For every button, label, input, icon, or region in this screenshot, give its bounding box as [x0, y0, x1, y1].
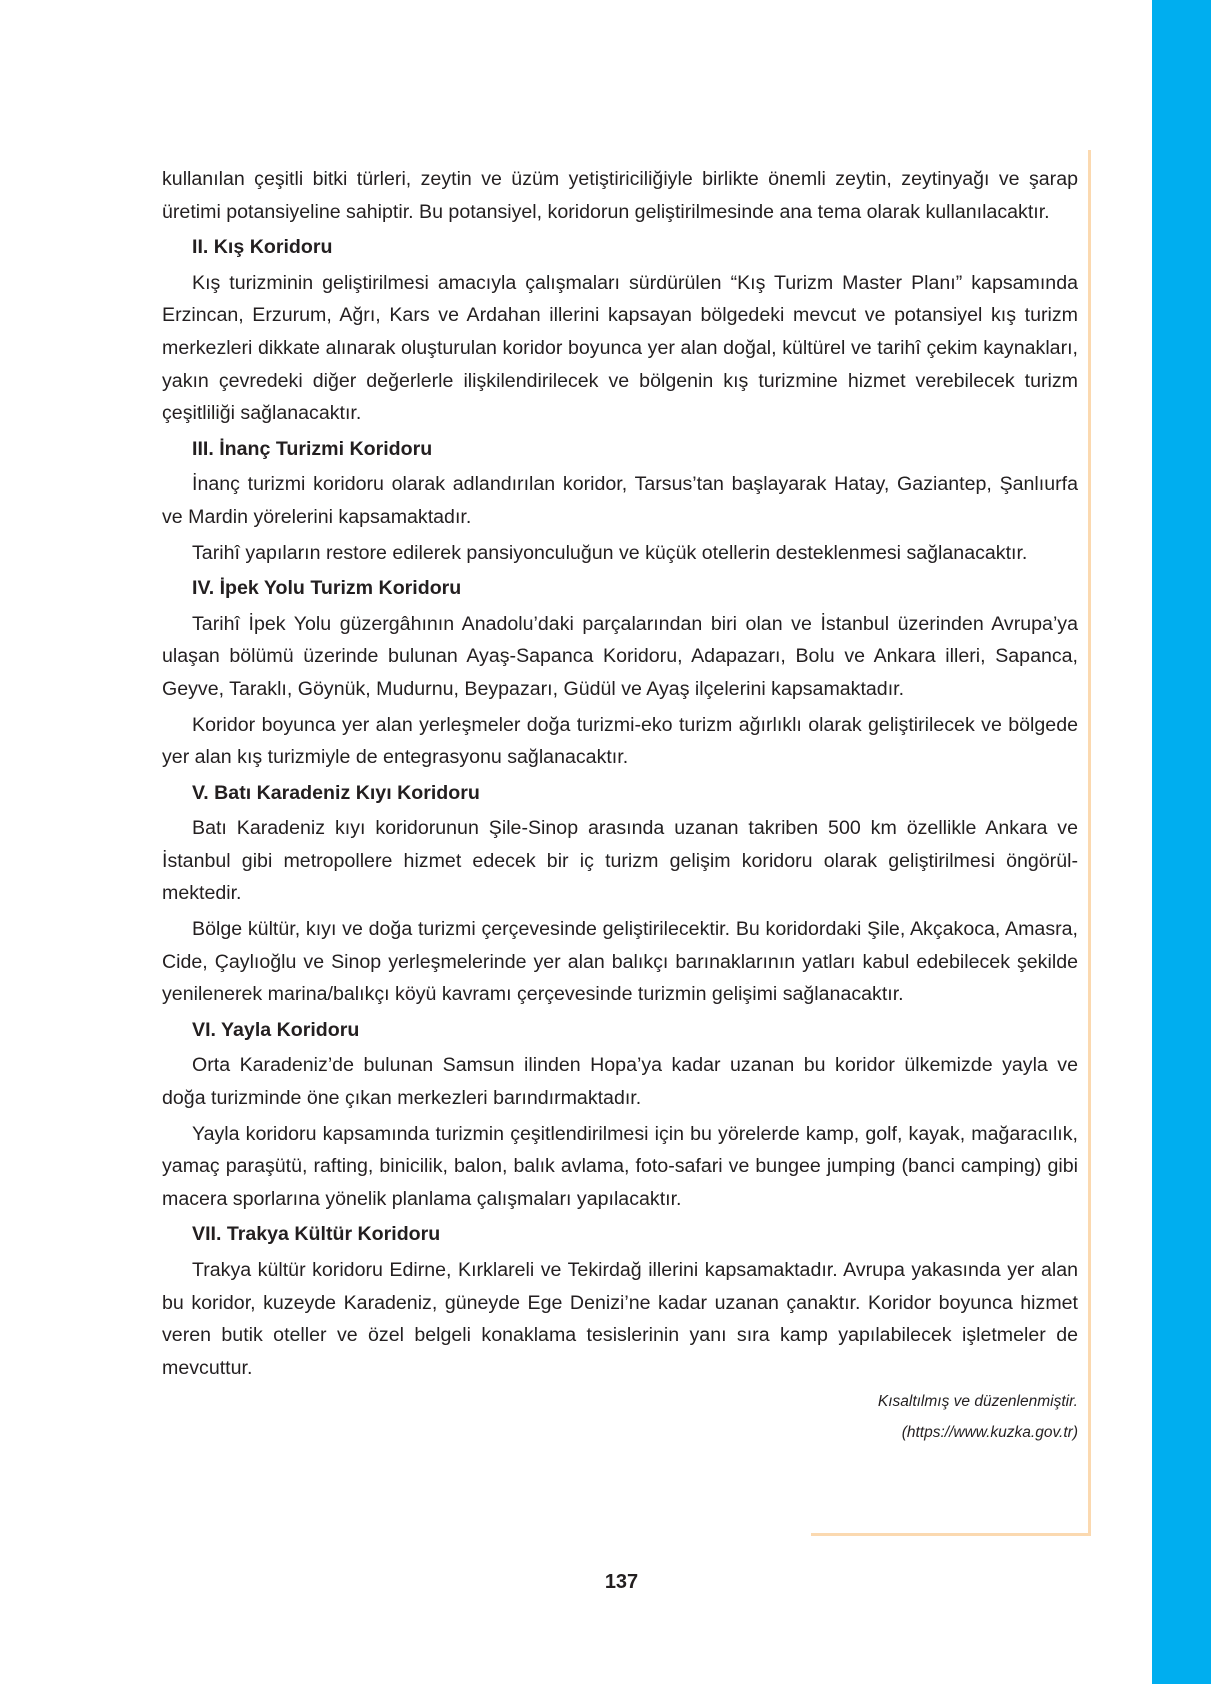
- section-paragraph: Tarihî İpek Yolu güzergâhının Anadolu’daki parçalarından biri olan ve İstanbul üzerinden Avrupa’ya ulaşan bölümü üzerinde bulunan Ayaş-Sapanca Koridoru, Adapazarı, Bolu ve Ankara illeri, Sapanca, Geyve, Taraklı, Göynük, Mudurnu, Beypazarı, Güdül ve Ayaş ilçelerini kapsamaktadır.: [162, 612, 1078, 700]
- page-number: 137: [604, 1571, 639, 1593]
- section-paragraph: Koridor boyunca yer alan yerleşmeler doğa turizmi-eko turizm ağırlıklı olarak geliştirilecek ve bölgede yer alan kış turizmiyle de entegrasyonu sağlanacaktır.: [162, 713, 1078, 769]
- section-paragraph: İnanç turizmi koridoru olarak adlandırılan koridor, Tarsus’tan başlayarak Hatay, Gaziantep, Şanlıurfa ve Mardin yörelerini kapsamaktadır.: [162, 473, 1078, 528]
- section-heading-bati-karadeniz: V. Batı Karadeniz Kıyı Koridoru: [192, 781, 480, 804]
- section-heading-trakya: VII. Trakya Kültür Koridoru: [192, 1223, 441, 1246]
- section-paragraph: Kış turizminin geliştirilmesi amacıyla çalışmaları sürdürülen “Kış Turizm Master Planı” kapsamında Erzincan, Erzurum, Ağrı, Kars ve Ardahan illerini kapsayan bölgedeki mevcut ve potansiyel kış turizm merkezleri dikkate alınarak oluşturulan koridor boyunca yer alan doğal, kültürel ve tarihî çekim kaynakları, yakın çevredeki diğer değerlerle ilişkilendirilecek ve bölgenin kış turizmine hizmet verebilecek turizm çeşitliliği sağlanacaktır.: [162, 271, 1078, 425]
- section-paragraph: Yayla koridoru kapsamında turizmin çeşitlendirilmesi için bu yörelerde kamp, golf, kayak, mağaracılık, yamaç paraşütü, rafting, binicilik, balon, balık avlama, foto-safari ve bungee jumping (banci camping) gibi macera sporlarına yönelik planlama çalışmaları yapılacaktır.: [162, 1122, 1078, 1210]
- intro-paragraph: kullanılan çeşitli bitki türleri, zeytin ve üzüm yetiştiriciliğiyle birlikte önemli zeytin, zeytinyağı ve şarap üretimi potansiyeline sahiptir. Bu potansiyel, koridorun geliştirilmesinde ana tema olarak kullanılacaktır.: [162, 168, 1078, 223]
- section-paragraph: Orta Karadeniz’de bulunan Samsun ilinden Hopa’ya kadar uzanan bu koridor ülkemizde yayla ve doğa turizminde öne çıkan merkezleri barındırmaktadır.: [162, 1054, 1078, 1110]
- text-frame-bottom-border: [811, 1533, 1091, 1536]
- source-url: (https://www.kuzka.gov.tr): [901, 1424, 1078, 1442]
- section-heading-kis: II. Kış Koridoru: [192, 236, 333, 259]
- source-note: Kısaltılmış ve düzenlenmiştir.: [877, 1393, 1078, 1411]
- section-paragraph: Batı Karadeniz kıyı koridorunun Şile-Sinop arasında uzanan takriben 500 km özellikle Ankara ve İstanbul gibi metropollere hizmet edecek bir iç turizm gelişim koridoru olarak geliştirilmesi öngörülmektedir.: [162, 817, 1078, 905]
- section-heading-yayla: VI. Yayla Koridoru: [192, 1018, 360, 1041]
- section-paragraph: Bölge kültür, kıyı ve doğa turizmi çerçevesinde geliştirilecektir. Bu koridordaki Şile, Akçakoca, Amasra, Cide, Çaylıoğlu ve Sinop yerleşmelerinde yer alan balıkçı barınaklarının yatları kabul edebilecek şekilde yenilenerek marina/balıkçı köyü kavramı çerçevesinde turizmin gelişimi sağlanacaktır.: [162, 918, 1078, 1006]
- side-color-band: [1152, 0, 1211, 1684]
- text-frame-right-border: [1088, 150, 1091, 1536]
- section-heading-inanc: III. İnanç Turizmi Koridoru: [192, 437, 433, 460]
- section-heading-ipek-yolu: IV. İpek Yolu Turizm Koridoru: [192, 577, 462, 600]
- section-paragraph: Trakya kültür koridoru Edirne, Kırklareli ve Tekirdağ illerini kapsamaktadır. Avrupa yakasında yer alan bu koridor, kuzeyde Karadeniz, güneyde Ege Denizi’ne kadar uzanan çanaktır. Koridor boyunca hizmet veren butik oteller ve özel belgeli konaklama tesislerinin yanı sıra kamp yapılabilecek işletmeler de mevcuttur.: [162, 1259, 1078, 1379]
- article-body: [162, 163, 1078, 1447]
- section-paragraph: Tarihî yapıların restore edilerek pansiyonculuğun ve küçük otellerin desteklenmesi sağlanacaktır.: [192, 541, 1028, 564]
